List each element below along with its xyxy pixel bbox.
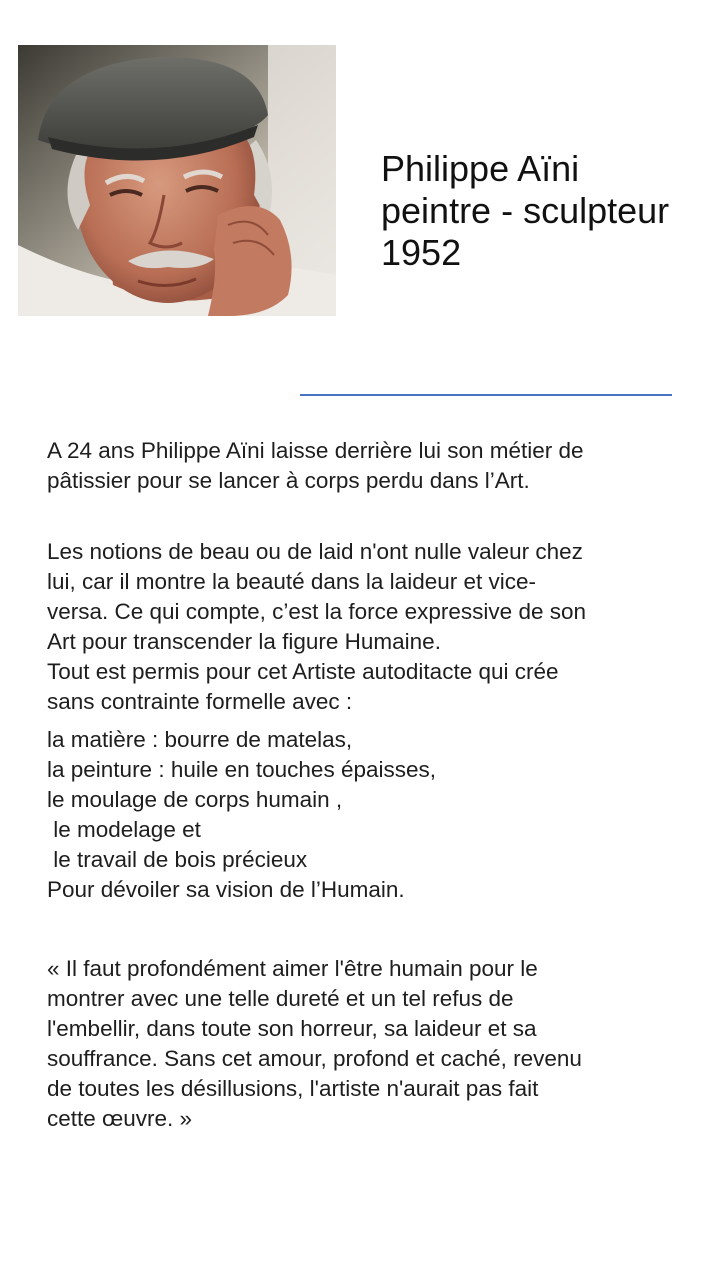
paragraph-beauty: [47, 537, 687, 657]
list-item: Pour dévoiler sa vision de l’Humain.: [47, 877, 405, 902]
quote-paragraph: [47, 954, 687, 1134]
artist-birth-year: 1952: [381, 232, 462, 273]
artist-title-block: [381, 148, 716, 274]
text-line: Art pour transcender la figure Humaine.: [47, 629, 441, 654]
list-item: la peinture : huile en touches épaisses,: [47, 757, 437, 782]
text-line: pâtissier pour se lancer à corps perdu dans l’Art.: [47, 468, 530, 493]
text-line: l'embellir, dans toute son horreur, sa laideur et sa: [47, 1016, 537, 1041]
text-line: « Il faut profondément aimer l'être humain pour le: [47, 956, 538, 981]
section-divider: [300, 394, 672, 396]
text-line: Les notions de beau ou de laid n'ont nulle valeur chez: [47, 539, 583, 564]
list-item: le modelage et: [47, 817, 201, 842]
artist-portrait-photo: [18, 45, 336, 316]
list-item: la matière : bourre de matelas,: [47, 727, 353, 752]
text-line: versa. Ce qui compte, c’est la force expressive de son: [47, 599, 587, 624]
paragraph-intro: [47, 436, 687, 496]
paragraph-freedom: [47, 657, 687, 717]
text-line: Tout est permis pour cet Artiste autoditacte qui crée: [47, 659, 559, 684]
text-line: de toutes les désillusions, l'artiste n'aurait pas fait: [47, 1076, 539, 1101]
list-item: le travail de bois précieux: [47, 847, 308, 872]
artist-role: peintre - sculpteur: [381, 190, 670, 231]
text-line: montrer avec une telle dureté et un tel refus de: [47, 986, 514, 1011]
text-line: lui, car il montre la beauté dans la laideur et vice-: [47, 569, 537, 594]
text-line: sans contrainte formelle avec :: [47, 689, 353, 714]
materials-list: [47, 725, 687, 905]
text-line: souffrance. Sans cet amour, profond et caché, revenu: [47, 1046, 582, 1071]
text-line: A 24 ans Philippe Aïni laisse derrière lui son métier de: [47, 438, 584, 463]
text-line: cette œuvre. »: [47, 1106, 193, 1131]
list-item: le moulage de corps humain ,: [47, 787, 343, 812]
artist-name: Philippe Aïni: [381, 148, 580, 189]
